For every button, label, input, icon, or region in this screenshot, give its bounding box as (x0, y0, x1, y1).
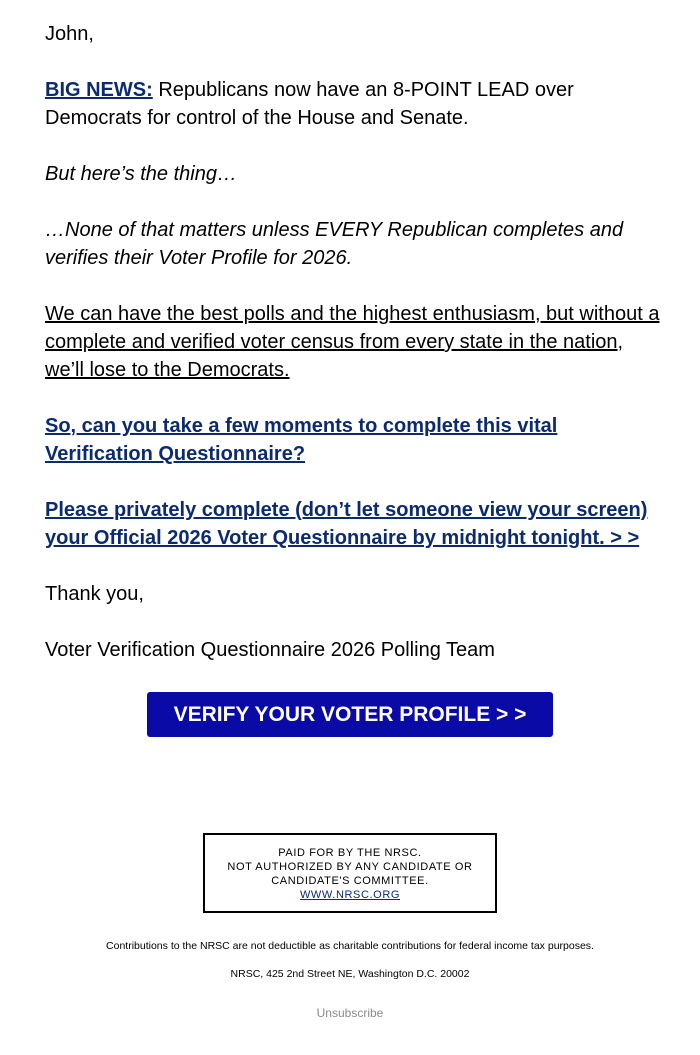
unsubscribe-link[interactable]: Unsubscribe (316, 1006, 384, 1020)
nrsc-website-link[interactable]: WWW.NRSC.ORG (299, 889, 401, 901)
lead-paragraph (45, 76, 660, 132)
cta-container (0, 692, 700, 737)
verify-voter-profile-button[interactable]: VERIFY YOUR VOTER PROFILE > > (147, 692, 553, 737)
matters-paragraph: …None of that matters unless EVERY Republican completes and verifies their Voter Profile for 2026. (45, 219, 624, 269)
tax-deductible-note: Contributions to the NRSC are not deductible as charitable contributions for federal income tax purposes. (106, 940, 594, 952)
disclaimer-line-3: CANDIDATE'S COMMITTEE. (271, 875, 429, 887)
paid-for-disclaimer-box (203, 833, 497, 913)
signature-text: Voter Verification Questionnaire 2026 Polling Team (45, 639, 495, 661)
thing-paragraph: But here’s the thing… (45, 163, 237, 185)
greeting: John, (45, 23, 94, 45)
disclaimer-line-2: NOT AUTHORIZED BY ANY CANDIDATE OR (227, 861, 473, 873)
disclaimer-line-1: PAID FOR BY THE NRSC. (278, 847, 422, 859)
big-news-link[interactable]: BIG NEWS: (45, 79, 153, 101)
polls-paragraph: We can have the best polls and the highest enthusiasm, but without a complete and verified voter census from every state in the nation, we’ll lose to the Democrats. (45, 303, 660, 381)
questionnaire-link[interactable]: So, can you take a few moments to complete this vital Verification Questionnaire? (45, 415, 558, 465)
questionnaire-paragraph (45, 412, 660, 468)
email-body (45, 20, 660, 692)
mailing-address: NRSC, 425 2nd Street NE, Washington D.C. 20002 (230, 968, 470, 980)
official-questionnaire-link[interactable]: Please privately complete (don’t let someone view your screen) your Official 2026 Voter Questionnaire by midnight tonight. > > (45, 499, 648, 549)
lead-text: Republicans now have an 8-POINT LEAD over Democrats for control of the House and Senate. (45, 79, 574, 129)
private-paragraph (45, 496, 660, 552)
thanks-text: Thank you, (45, 583, 144, 605)
